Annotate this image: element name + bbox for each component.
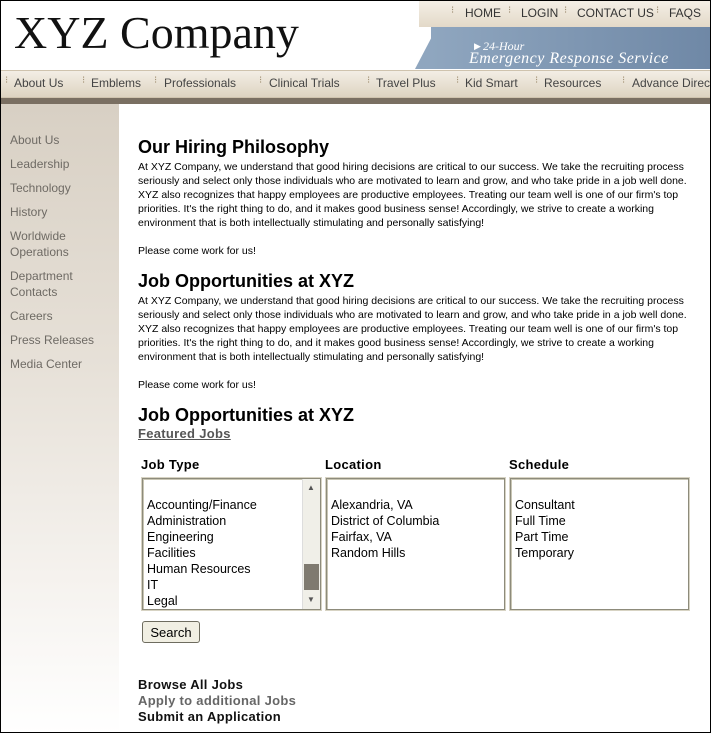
arrow-icon: ⁝ [535,75,539,86]
list-item[interactable]: IT [147,578,159,592]
hiring-callout: Please come work for us! [138,245,256,257]
job-type-listbox[interactable] [142,478,321,610]
section-heading-jobs-2: Job Opportunities at XYZ [138,405,355,425]
ers-line2: Emergency Response Service [469,50,669,67]
sidebar-item-operations[interactable]: Operations [10,245,69,259]
list-item[interactable]: Full Time [515,514,566,528]
list-item[interactable]: Random Hills [331,546,406,560]
arrow-icon: ⁝ [367,75,371,86]
arrow-icon: ⁝ [259,75,263,86]
sidebar-item-department[interactable]: Department [10,269,73,283]
list-item[interactable]: Alexandria, VA [331,498,413,512]
section-heading-jobs: Job Opportunities at XYZ [138,271,355,291]
sidebar-item-leadership[interactable]: Leadership [10,157,70,171]
list-item[interactable]: Temporary [515,546,575,560]
main-nav [1,70,711,98]
top-nav [419,1,710,27]
nav-professionals[interactable]: Professionals [164,76,237,90]
arrow-icon: ⁝ [82,75,86,86]
sidebar-item-contacts[interactable]: Contacts [10,285,58,299]
list-item[interactable]: Administration [147,514,227,528]
job-type-label: Job Type [141,457,200,472]
schedule-listbox[interactable] [510,478,689,610]
apply-additional-jobs-link[interactable]: Apply to additional Jobs [138,693,297,708]
sidebar-item-careers[interactable]: Careers [10,309,53,323]
bottom-links [138,677,296,725]
list-item[interactable]: Engineering [147,530,214,544]
arrow-icon: ⁝ [564,5,568,16]
sidebar-item-media-center[interactable]: Media Center [10,357,83,371]
top-nav-contact-us[interactable]: CONTACT US [577,6,654,20]
top-nav-home[interactable]: HOME [465,6,501,20]
submit-application-link[interactable]: Submit an Application [138,709,282,724]
nav-clinical-trials[interactable]: Clinical Trials [269,76,340,90]
arrow-icon: ⁝ [154,75,158,86]
list-item[interactable]: District of Columbia [331,514,440,528]
arrow-icon: ⁝ [508,5,512,16]
arrow-icon: ⁝ [456,75,460,86]
sidebar-item-press-releases[interactable]: Press Releases [10,333,95,347]
jobs-paragraph: At XYZ Company, we understand that good hiring decisions are critical to our success. We take the recruiting process seriously and select only those individuals who are motivated to learn and grow, and who take pride in a job well done. XYZ also recognizes that happy employees are productive employees. Treating our team well is one of our firm's top priorities. It's the right thing to do, and it makes good business sense! Accordingly, we strive to create a working environment that is both intellectually stimulating and personally satisfying! [138,295,687,363]
ers-line1: 24-Hour [483,39,525,53]
list-item[interactable]: Fairfax, VA [331,530,392,544]
hiring-paragraph: At XYZ Company, we understand that good hiring decisions are critical to our success. We take the recruiting process seriously and select only those individuals who are motivated to learn and grow, and who take pride in a job well done. XYZ also recognizes that happy employees are productive employees. Treating our team well is one of our firm's top priorities. It's the right thing to do, and it makes good business sense! Accordingly, we strive to create a working environment that is both intellectually stimulating and personally satisfying! [138,161,687,229]
list-item[interactable]: Legal [147,594,178,608]
listbox-scrollbar[interactable] [302,479,320,609]
list-item[interactable]: Part Time [515,530,569,544]
search-button[interactable]: Search [142,621,200,643]
main-content [138,137,698,441]
jobs-callout: Please come work for us! [138,379,256,391]
sidebar-item-about-us[interactable]: About Us [10,133,60,147]
sidebar-item-history[interactable]: History [10,205,48,219]
nav-about-us[interactable]: About Us [14,76,64,90]
list-item[interactable]: Accounting/Finance [147,498,257,512]
scroll-up-icon[interactable]: ▲ [307,483,315,492]
list-item[interactable]: Consultant [515,498,575,512]
scroll-down-icon[interactable]: ▼ [307,595,315,604]
arrow-icon: ⁝ [5,75,9,86]
schedule-label: Schedule [509,457,570,472]
nav-advance-directives[interactable]: Advance Direc [632,76,711,90]
top-nav-faqs[interactable]: FAQS [669,6,702,20]
arrow-icon: ⁝ [451,5,455,16]
list-item[interactable]: Facilities [147,546,196,560]
sidebar-item-technology[interactable]: Technology [10,181,71,195]
location-listbox[interactable] [326,478,505,610]
location-label: Location [325,457,382,472]
sidebar [1,104,119,733]
arrow-icon: ⁝ [656,5,660,16]
nav-travel-plus[interactable]: Travel Plus [376,76,436,90]
nav-emblems[interactable]: Emblems [91,76,142,90]
sidebar-item-worldwide[interactable]: Worldwide [10,229,66,243]
arrow-icon: ⁝ [622,75,626,86]
list-item[interactable]: Human Resources [147,562,251,576]
top-nav-login[interactable]: LOGIN [521,6,559,20]
featured-jobs-link[interactable]: Featured Jobs [138,426,231,441]
section-heading-hiring: Our Hiring Philosophy [138,137,330,157]
nav-kid-smart[interactable]: Kid Smart [465,76,518,90]
scrollbar-thumb[interactable] [304,564,319,590]
play-arrow-icon: ▶ [474,41,481,51]
browse-all-jobs-link[interactable]: Browse All Jobs [138,677,244,692]
nav-resources[interactable]: Resources [544,76,602,90]
company-logo[interactable]: XYZ Company [14,7,299,58]
